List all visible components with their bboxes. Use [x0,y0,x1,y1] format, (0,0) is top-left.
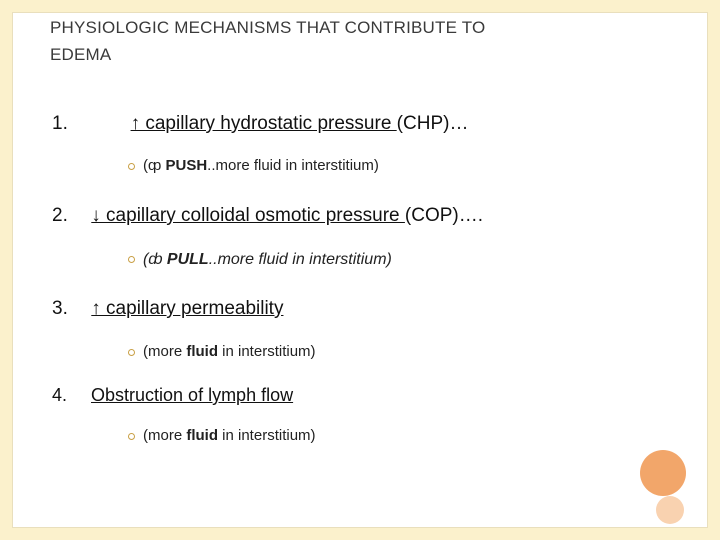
sub-bullet-1: (ȹ PUSH..more fluid in interstitium) [128,156,379,176]
list-item-1 [52,112,468,136]
list-item-3 [52,297,283,321]
bullet-ring-icon [128,256,135,263]
accent-circle-large [640,450,686,496]
item-number: 4. [52,385,68,405]
item-text: ↓ capillary colloidal osmotic pressure [91,205,405,226]
accent-circle-small [656,496,684,524]
bullet-ring-icon [128,349,135,356]
sub-bullet-3: (more fluid in interstitium) [128,342,316,362]
list-item-4 [52,383,293,407]
slide-content [12,12,708,528]
bullet-ring-icon [128,433,135,440]
item-text-suffix: (COP)…. [404,205,484,226]
bullet-ring-icon [128,163,135,170]
item-text: ↑ capillary permeability [91,298,284,319]
list-item-2 [52,204,483,228]
item-number: 2. [52,205,68,226]
item-number: 3. [52,298,68,319]
title-line-2: EDEMA [50,45,112,64]
sub-bullet-4: (more fluid in interstitium) [128,426,316,446]
item-text: ↑ capillary hydrostatic pressure [130,113,397,134]
item-text: Obstruction of lymph flow [91,385,294,405]
title-line-1: PHYSIOLOGIC MECHANISMS THAT CONTRIBUTE TO [50,18,486,37]
item-number: 1. [52,113,68,134]
sub-bullet-2: (ȸ PULL..more fluid in interstitium) [128,250,392,270]
slide-title [50,14,630,68]
item-text-suffix: (CHP)… [396,113,469,134]
